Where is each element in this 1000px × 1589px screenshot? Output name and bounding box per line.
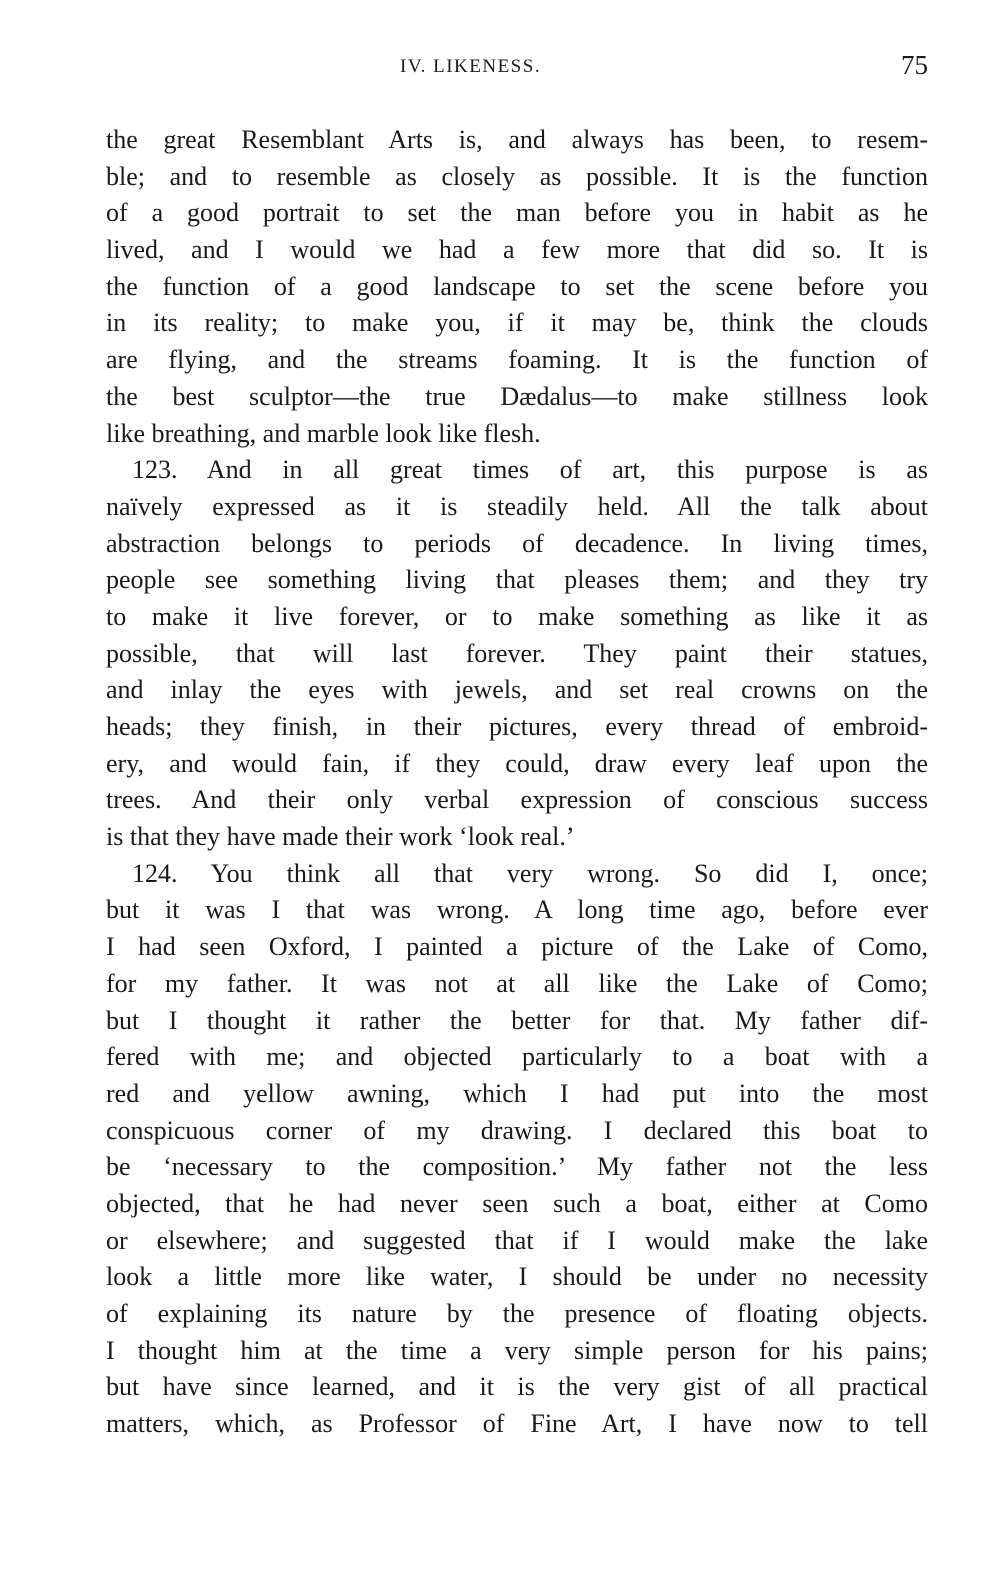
text-line: is that they have made their work ‘look real.’ — [106, 822, 575, 852]
text-line: I had seen Oxford, I painted a picture of the Lake of Como, — [106, 932, 928, 962]
text-line: of a good portrait to set the man before you in habit as he — [106, 198, 928, 228]
text-line: 124. You think all that very wrong. So did I, once; — [132, 858, 928, 888]
text-line: lived, and I would we had a few more that did so. It is — [106, 235, 928, 265]
text-line: or elsewhere; and suggested that if I would make the lake — [106, 1225, 928, 1255]
body-text — [106, 122, 928, 1443]
text-line: to make it live forever, or to make something as like it as — [106, 601, 928, 631]
text-line: conspicuous corner of my drawing. I declared this boat to — [106, 1115, 928, 1145]
text-line: matters, which, as Professor of Fine Art, I have now to tell — [106, 1409, 928, 1439]
text-line: the best sculptor—the true Dædalus—to make stillness look — [106, 381, 928, 411]
text-line: and inlay the eyes with jewels, and set real crowns on the — [106, 675, 928, 705]
text-line: naïvely expressed as it is steadily held. All the talk about — [106, 491, 928, 521]
paragraph — [106, 452, 928, 856]
text-line: abstraction belongs to periods of decadence. In living times, — [106, 528, 928, 558]
paragraph — [106, 856, 928, 1443]
running-title: IV. LIKENESS. — [400, 56, 542, 77]
text-line: be ‘necessary to the composition.’ My father not the less — [106, 1152, 928, 1182]
text-line: objected, that he had never seen such a boat, either at Como — [106, 1188, 928, 1218]
text-line: the great Resemblant Arts is, and always has been, to resem- — [106, 125, 928, 154]
text-line: fered with me; and objected particularly to a boat with a — [106, 1042, 928, 1072]
text-line: I thought him at the time a very simple person for his pains; — [106, 1335, 928, 1365]
text-line: but it was I that was wrong. A long time ago, before ever — [106, 895, 928, 925]
text-line: look a little more like water, I should be under no necessity — [106, 1262, 928, 1292]
page-number: 75 — [901, 50, 928, 80]
text-line: like breathing, and marble look like flesh. — [106, 418, 541, 448]
text-line: 123. And in all great times of art, this purpose is as — [132, 455, 928, 485]
text-line: are flying, and the streams foaming. It is the function of — [106, 345, 928, 375]
text-line: but I thought it rather the better for that. My father dif- — [106, 1005, 928, 1035]
text-line: trees. And their only verbal expression of conscious success — [106, 785, 928, 815]
paragraph — [106, 122, 928, 452]
text-line: the function of a good landscape to set the scene before you — [106, 271, 928, 301]
text-line: of explaining its nature by the presence of floating objects. — [106, 1299, 928, 1328]
text-line: but have since learned, and it is the very gist of all practical — [106, 1372, 928, 1402]
text-line: in its reality; to make you, if it may be, think the clouds — [106, 308, 928, 338]
text-line: possible, that will last forever. They paint their statues, — [106, 638, 928, 668]
text-line: red and yellow awning, which I had put into the most — [106, 1078, 928, 1108]
text-line: ble; and to resemble as closely as possible. It is the function — [106, 161, 928, 191]
text-line: heads; they finish, in their pictures, every thread of embroid- — [106, 712, 928, 741]
text-line: for my father. It was not at all like the Lake of Como; — [106, 968, 928, 998]
running-head — [0, 50, 1000, 90]
text-line: people see something living that pleases them; and they try — [106, 565, 928, 595]
text-line: ery, and would fain, if they could, draw every leaf upon the — [106, 748, 928, 778]
